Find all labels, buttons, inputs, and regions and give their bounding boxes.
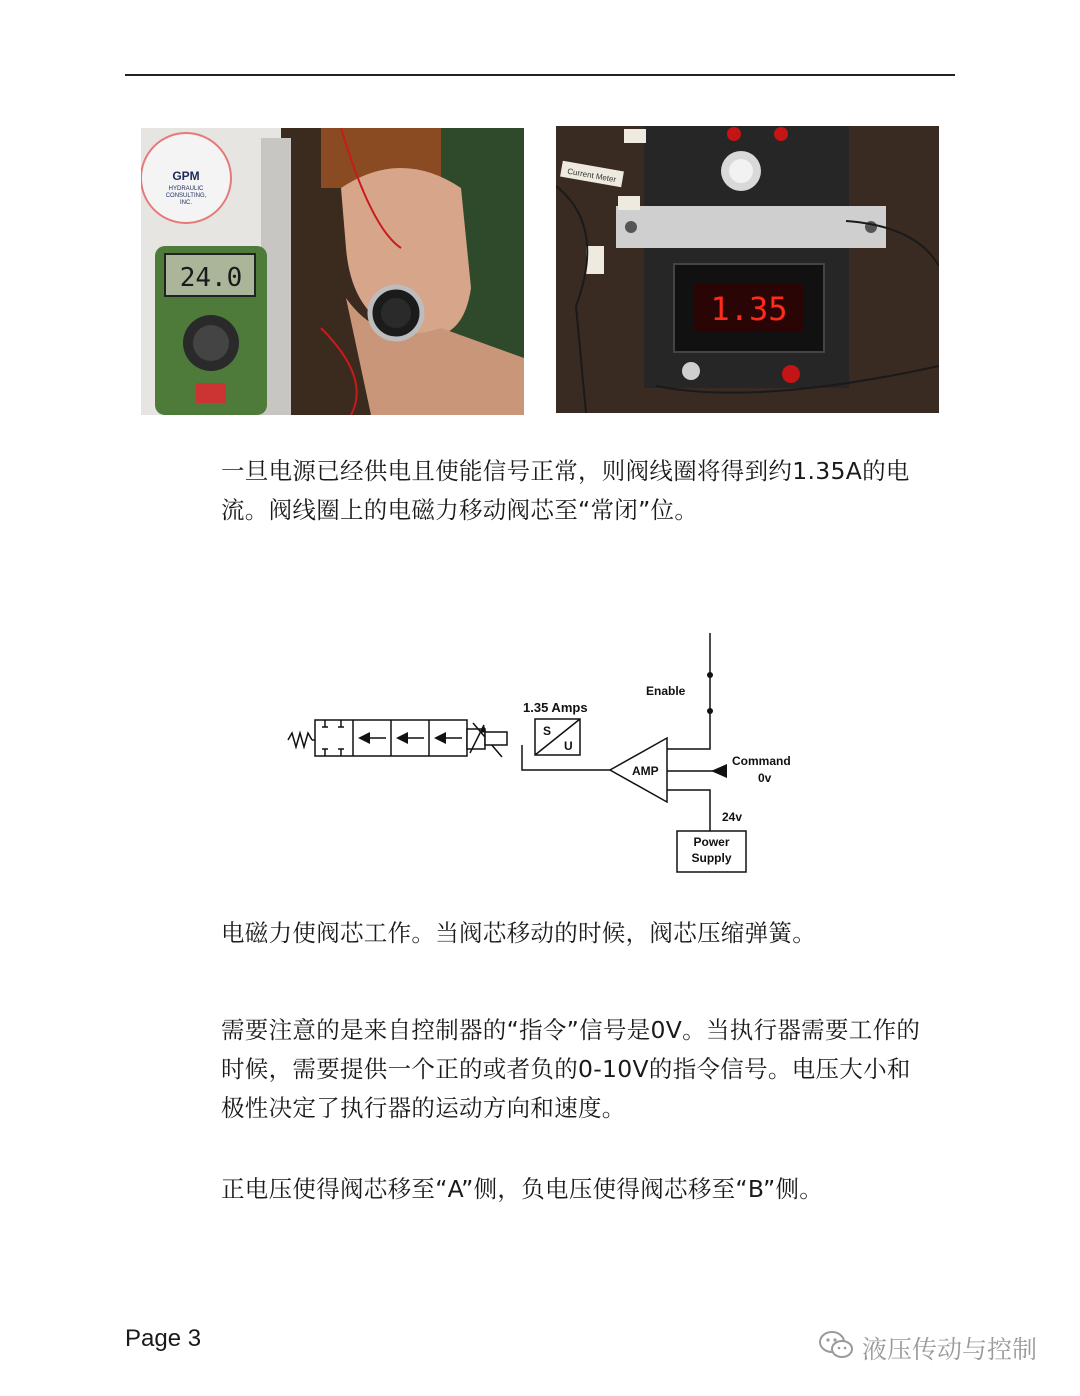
command-label: Command (732, 754, 791, 768)
current-label: 1.35 Amps (523, 700, 588, 715)
supply-voltage-label: 24v (722, 810, 743, 824)
photo-current-meter (556, 126, 939, 413)
su-s-label: S (543, 724, 552, 738)
photo-multimeter (141, 128, 524, 415)
proportional-solenoid-icon (467, 723, 507, 757)
power-supply-line-1: Power (693, 835, 730, 849)
paragraph-1 (221, 452, 941, 530)
command-arrow-icon (711, 764, 727, 778)
power-supply-line-2: Supply (691, 851, 732, 865)
logo-inc: INC. (180, 200, 192, 206)
spring-icon (288, 733, 312, 747)
current-display-reading: 1.35 (710, 290, 788, 328)
paragraph-3-line-2: 时候，需要提供一个正的或者负的0-10V的指令信号。电压大小和 (221, 1055, 911, 1083)
paragraph-3-line-1: 需要注意的是来自控制器的“指令”信号是0V。当执行器需要工作的 (221, 1016, 921, 1044)
paragraph-2 (221, 914, 941, 953)
amp-label: AMP (632, 764, 659, 778)
amplifier (610, 738, 667, 802)
logo-consulting: CONSULTING, (165, 193, 207, 199)
paragraph-1-line-2: 流。阀线圈上的电磁力移动阀芯至“常闭”位。 (221, 496, 699, 524)
brand-watermark (818, 1330, 1037, 1366)
power-supply-box (677, 831, 746, 872)
paragraph-2-line-1: 电磁力使阀芯工作。当阀芯移动的时候，阀芯压缩弹簧。 (221, 919, 816, 947)
enable-label: Enable (646, 684, 686, 698)
paragraph-1-line-1: 一旦电源已经供电且使能信号正常，则阀线圈将得到约1.35A的电 (221, 457, 910, 485)
meter-tag-label: Current Meter (566, 166, 617, 185)
su-u-label: U (564, 739, 573, 753)
multimeter-reading: 24.0 (179, 263, 243, 293)
valve-circuit-diagram (280, 625, 840, 899)
su-transducer-box (535, 719, 580, 755)
paragraph-4 (221, 1170, 941, 1209)
paragraph-3-line-3: 极性决定了执行器的运动方向和速度。 (221, 1094, 626, 1122)
wechat-icon (818, 1330, 854, 1366)
brand-name: 液压传动与控制 (862, 1335, 1038, 1364)
paragraph-3 (221, 1011, 941, 1128)
command-value: 0v (758, 771, 772, 785)
logo-gpm: GPM (172, 169, 200, 183)
logo-hydraulic: HYDRAULIC (168, 186, 204, 192)
top-rule (125, 74, 955, 76)
paragraph-4-line-1: 正电压使得阀芯移至“A”侧，负电压使得阀芯移至“B”侧。 (221, 1175, 824, 1203)
page-number: Page 3 (125, 1325, 202, 1352)
